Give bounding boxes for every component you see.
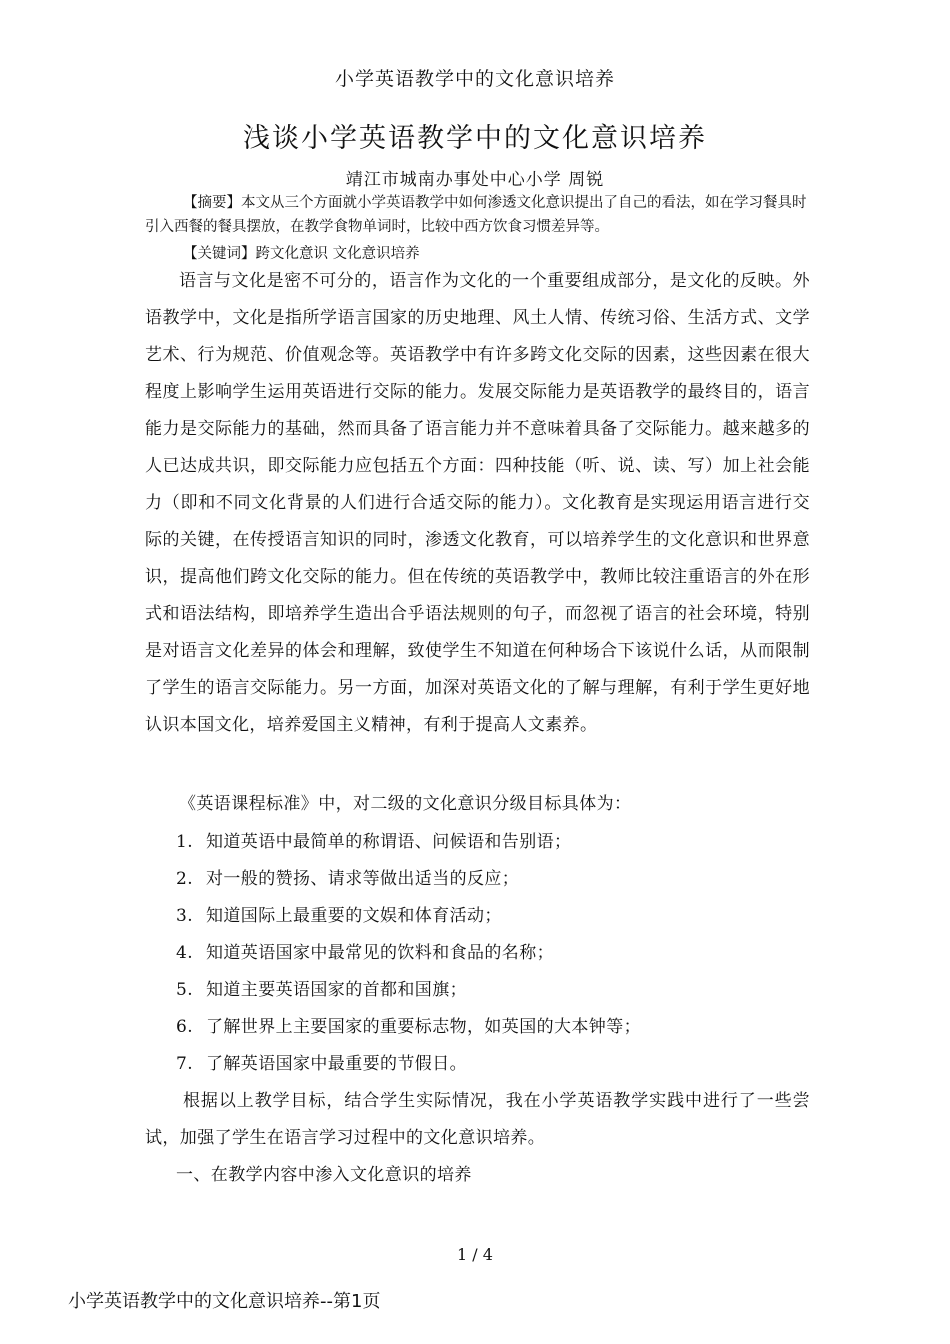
list-item (176, 1009, 641, 1046)
keywords: 【关键词】跨文化意识 文化意识培养 (183, 246, 420, 262)
list-item-number: 1. (176, 832, 194, 852)
footer-caption: 小学英语教学中的文化意识培养--第1页 (68, 1291, 381, 1312)
list-item (176, 1046, 641, 1083)
list-item-text: 知道国际上最重要的文娱和体育活动； (206, 906, 502, 926)
list-item (176, 935, 641, 972)
list-item-number: 2. (176, 869, 194, 889)
document-title: 浅谈小学英语教学中的文化意识培养 (243, 123, 707, 154)
list-item-text: 知道主要英语国家的首都和国旗； (206, 980, 467, 1000)
page-number: 1 / 4 (457, 1245, 493, 1264)
body-paragraph-3: 根据以上教学目标，结合学生实际情况，我在小学英语教学实践中进行了一些尝试，加强了学生在语言学习过程中的文化意识培养。 (145, 1091, 810, 1148)
list-item (176, 861, 641, 898)
list-item-text: 了解世界上主要国家的重要标志物，如英国的大本钟等； (206, 1017, 641, 1037)
abstract: 【摘要】本文从三个方面就小学英语教学中如何渗透文化意识提出了自己的看法，如在学习餐具时引入西餐的餐具摆放，在教学食物单词时，比较中西方饮食习惯差异等。 (145, 195, 807, 235)
goals-list (176, 824, 641, 1083)
list-item-number: 5. (176, 980, 194, 1000)
list-item (176, 972, 641, 1009)
list-item (176, 898, 641, 935)
list-item-text: 知道英语国家中最常见的饮料和食品的名称； (206, 943, 554, 963)
list-item-number: 7. (176, 1054, 194, 1074)
list-item-text: 知道英语中最简单的称谓语、问候语和告别语； (206, 832, 572, 852)
section-heading: 一、在教学内容中渗入文化意识的培养 (176, 1165, 472, 1185)
body-paragraph-1: 语言与文化是密不可分的，语言作为文化的一个重要组成部分，是文化的反映。外语教学中，文化是指所学语言国家的历史地理、风土人情、传统习俗、生活方式、文学艺术、行为规范、价值观念等。英语教学中有许多跨文化交际的因素，这些因素在很大程度上影响学生运用英语进行交际的能力。发展交际能力是英语教学的最终目的，语言能力是交际能力的基础，然而具备了语言能力并不意味着具备了交际能力。越来越多的人已达成共识，即交际能力应包括五个方面：四种技能（听、说、读、写）加上社会能力（即和不同文化背景的人们进行合适交际的能力）。文化教育是实现运用语言进行交际的关键，在传授语言知识的同时，渗透文化教育，可以培养学生的文化意识和世界意识，提高他们跨文化交际的能力。但在传统的英语教学中，教师比较注重语言的外在形式和语法结构，即培养学生造出合乎语法规则的句子，而忽视了语言的社会环境，特别是对语言文化差异的体会和理解，致使学生不知道在何种场合下该说什么话，从而限制了学生的语言交际能力。另一方面，加深对英语文化的了解与理解，有利于学生更好地认识本国文化，培养爱国主义精神，有利于提高人文素养。 (145, 271, 810, 735)
body-paragraph-2: 《英语课程标准》中，对二级的文化意识分级目标具体为： (179, 794, 632, 814)
list-item (176, 824, 641, 861)
list-item-number: 3. (176, 906, 194, 926)
list-item-number: 6. (176, 1017, 194, 1037)
list-item-text: 对一般的赞扬、请求等做出适当的反应； (206, 869, 520, 889)
list-item-number: 4. (176, 943, 194, 963)
author-line: 靖江市城南办事处中心小学 周锐 (345, 170, 605, 190)
running-header: 小学英语教学中的文化意识培养 (334, 68, 615, 90)
list-item-text: 了解英语国家中最重要的节假日。 (206, 1054, 467, 1074)
